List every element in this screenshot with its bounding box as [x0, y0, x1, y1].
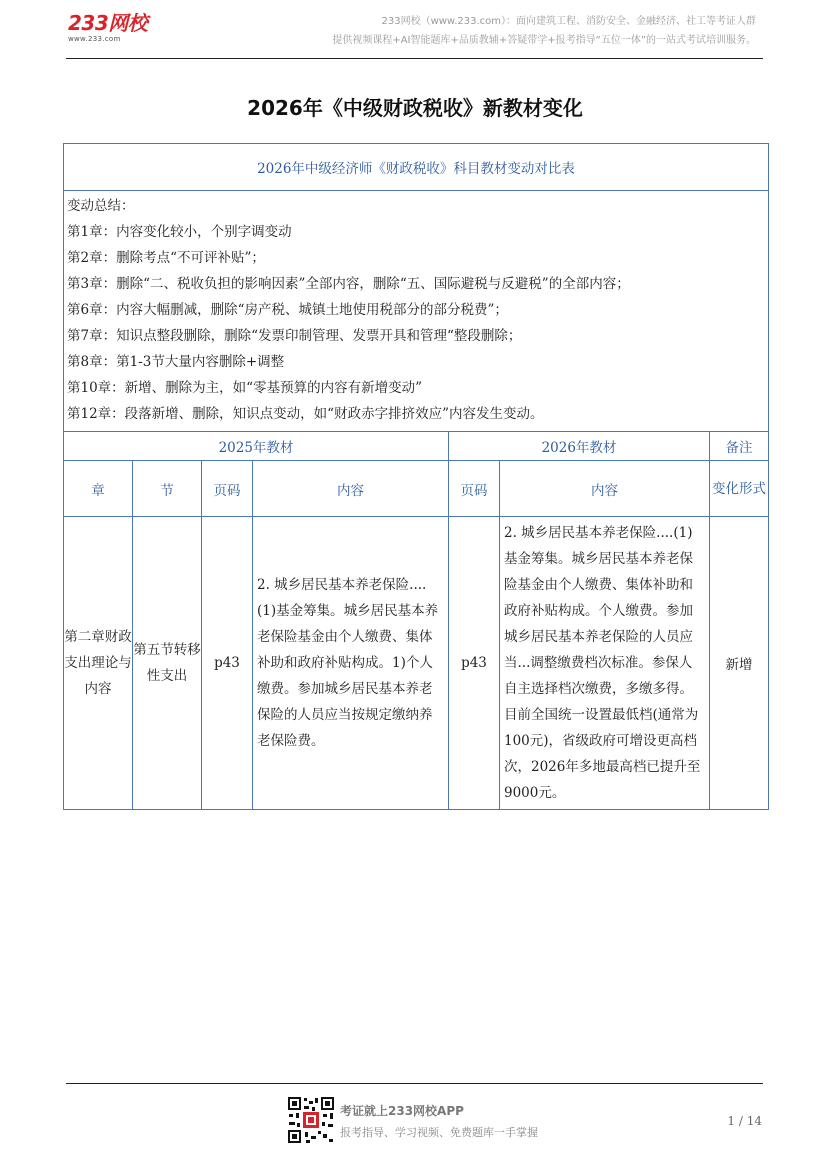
slogan-line-2: 提供视频课程+AI智能题库+品质教辅+答疑带学+报考指导“五位一体”的一站式考试培训服务。	[332, 35, 756, 46]
header-divider	[66, 58, 763, 59]
summary-heading: 变动总结：	[67, 198, 135, 214]
table-row	[64, 517, 769, 810]
summary-line: 第10章：新增、删除为主，如“零基预算的内容有新增变动”	[67, 380, 422, 396]
summary-line: 第6章：内容大幅删减，删除“房产税、城镇土地使用税部分的部分税费”；	[67, 302, 508, 318]
col-header-change: 变化形式	[710, 461, 769, 517]
comparison-table	[63, 143, 769, 810]
col-header-section: 节	[133, 461, 202, 517]
group-header-2026: 2026年教材	[449, 432, 710, 461]
app-subtitle: 报考指导、学习视频、免费题库一手掌握	[340, 1126, 538, 1139]
change-summary	[64, 191, 769, 432]
summary-line: 第2章：删除考点“不可评补贴”；	[67, 250, 265, 266]
col-header-content-old: 内容	[253, 461, 449, 517]
group-header-2025: 2025年教材	[64, 432, 449, 461]
cell-chapter: 第二章财政支出理论与内容	[64, 517, 133, 810]
col-header-chapter: 章	[64, 461, 133, 517]
logo-url: www.233.com	[68, 35, 121, 43]
summary-line: 第3章：删除“二、税收负担的影响因素”全部内容，删除“五、国际避税与反避税”的全部内容；	[67, 276, 630, 292]
page-header	[0, 0, 830, 60]
footer-divider	[66, 1083, 763, 1084]
summary-line: 第8章：第1-3节大量内容删除+调整	[67, 354, 285, 370]
col-header-page-old: 页码	[202, 461, 253, 517]
col-header-page-new: 页码	[449, 461, 500, 517]
brand-logo	[68, 12, 168, 43]
cell-content-new: 2. 城乡居民基本养老保险....(1)基金筹集。城乡居民基本养老保险基金由个人缴费、集体补助和政府补贴构成。个人缴费。参加城乡居民基本养老保险的人员应当...调整缴费档次标准。参保人自主选择档次缴费，多缴多得。目前全国统一设置最低档(通常为100元)，省级政府可增设更高档次，2026年多地最高档已提升至9000元。	[500, 517, 710, 810]
header-slogan	[332, 12, 756, 50]
cell-page-old: p43	[202, 517, 253, 810]
summary-line: 第1章：内容变化较小，个别字调变动	[67, 224, 292, 240]
group-header-note: 备注	[710, 432, 769, 461]
cell-page-new: p43	[449, 517, 500, 810]
summary-line: 第12章：段落新增、删除，知识点变动，如“财政赤字排挤效应”内容发生变动。	[67, 406, 544, 422]
cell-content-old: 2. 城乡居民基本养老保险....(1)基金筹集。城乡居民基本养老保险基金由个人缴费、集体补助和政府补贴构成。1)个人缴费。参加城乡居民基本养老保险的人员应当按规定缴纳养老保险费。	[253, 517, 449, 810]
app-slogan: 考证就上233网校APP	[340, 1104, 464, 1118]
cell-section: 第五节转移性支出	[133, 517, 202, 810]
slogan-line-1: 233网校（www.233.com）：面向建筑工程、消防安全、金融经济、社工等考证人群	[381, 16, 756, 27]
col-header-content-new: 内容	[500, 461, 710, 517]
cell-change-type: 新增	[710, 517, 769, 810]
table-caption: 2026年中级经济师《财政税收》科目教材变动对比表	[64, 144, 769, 191]
logo-text: 233网校	[68, 11, 148, 35]
summary-line: 第7章：知识点整段删除，删除“发票印制管理、发票开具和管理“整段删除；	[67, 328, 522, 344]
qr-code-icon	[287, 1096, 335, 1144]
document-title: 2026年《中级财政税收》新教材变化	[247, 96, 583, 120]
page-number: 1 / 14	[727, 1114, 762, 1128]
